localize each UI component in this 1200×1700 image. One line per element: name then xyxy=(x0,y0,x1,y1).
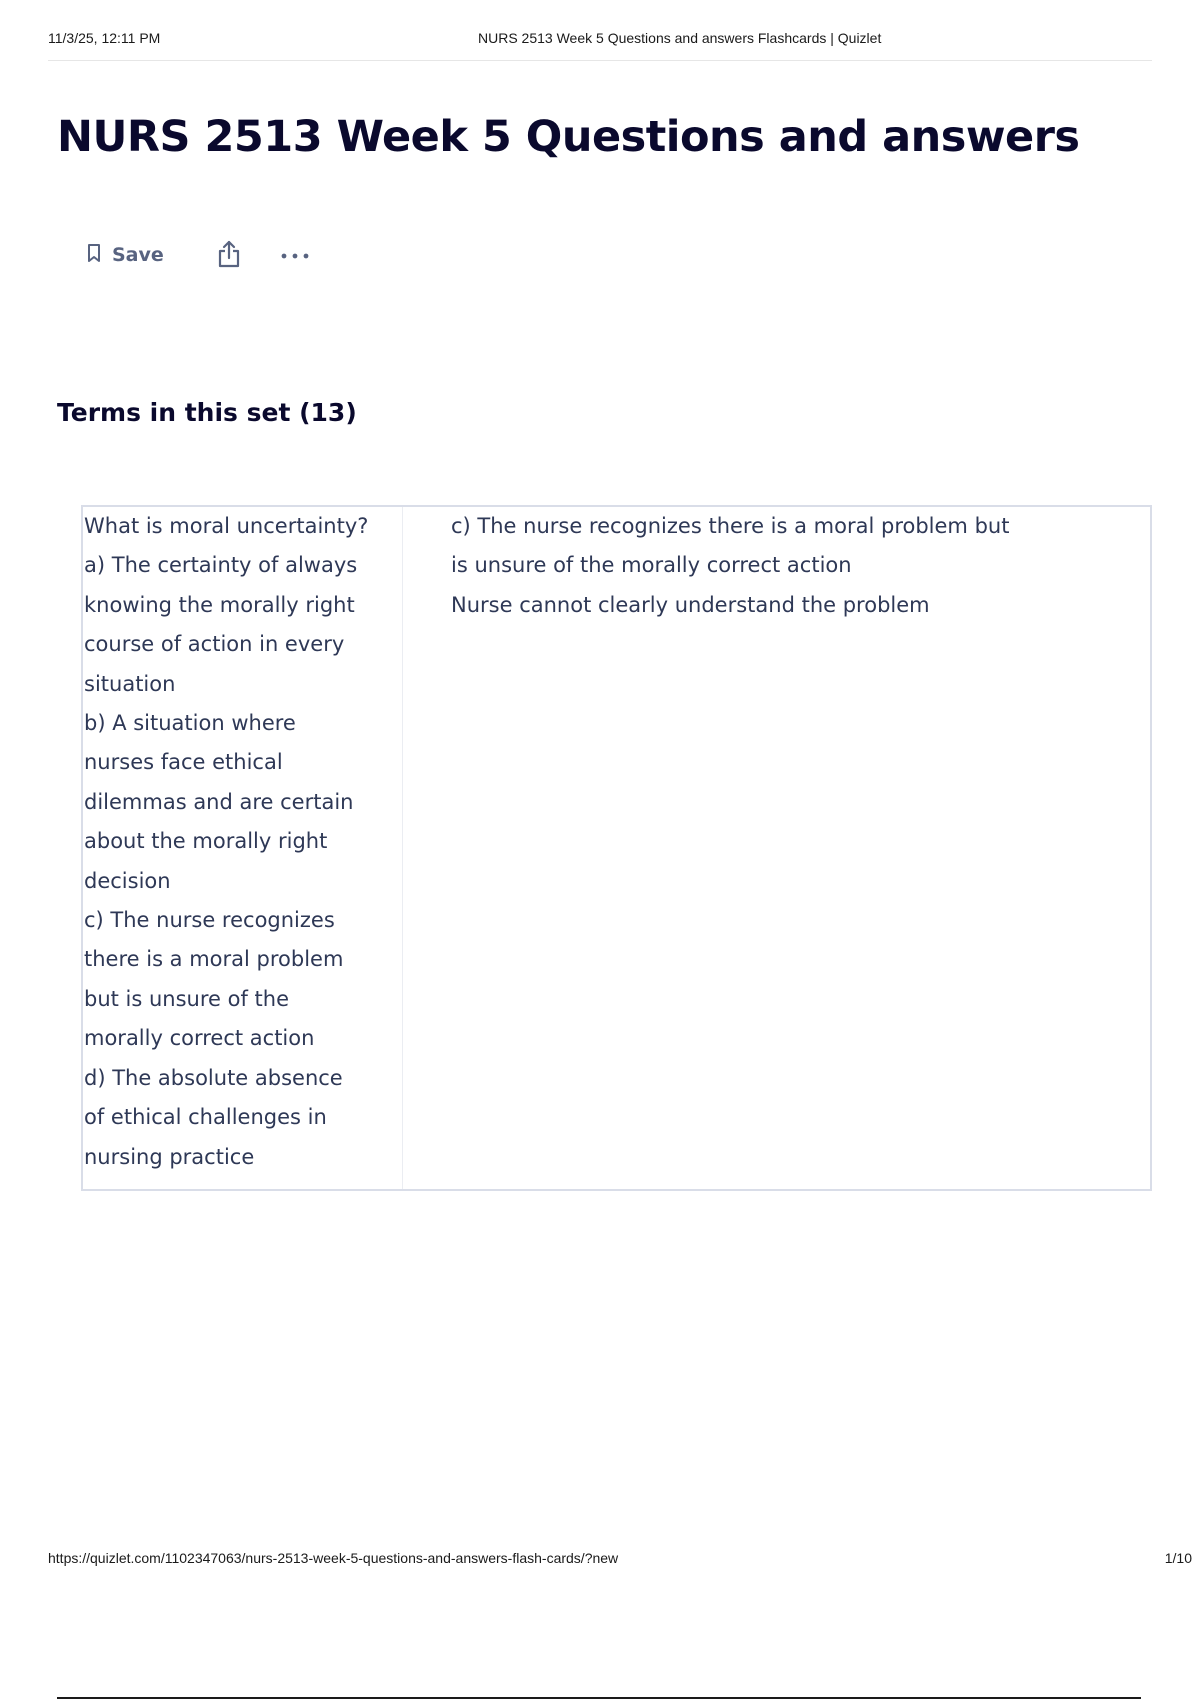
share-button[interactable] xyxy=(216,239,242,272)
print-datetime: 11/3/25, 12:11 PM xyxy=(48,30,161,46)
save-button[interactable] xyxy=(86,243,164,268)
term-row xyxy=(83,507,1150,1189)
print-footer xyxy=(48,1550,1192,1566)
save-button-label: Save xyxy=(112,244,164,266)
bookmark-icon xyxy=(86,243,102,268)
more-horizontal-icon xyxy=(280,248,310,263)
page-title: NURS 2513 Week 5 Questions and answers xyxy=(57,112,1080,162)
share-icon xyxy=(216,239,242,272)
terms-section-heading: Terms in this set (13) xyxy=(57,398,357,427)
page-bottom-divider xyxy=(57,1697,1141,1699)
term-text: What is moral uncertainty? a) The certainty of always knowing the morally right course of action in every situation b) A situation where nurses face ethical dilemmas and are certain about the morally right decision c) The nurse recognizes there is a moral problem but is unsure of the morally correct action d) The absolute absence of ethical challenges in nursing practice xyxy=(83,507,403,1189)
set-toolbar xyxy=(86,238,310,272)
terms-table xyxy=(81,505,1152,1191)
more-options-button[interactable] xyxy=(280,248,310,263)
page-number: 1/10 xyxy=(1164,1550,1192,1566)
print-header xyxy=(48,30,1152,61)
print-document-title: NURS 2513 Week 5 Questions and answers Flashcards | Quizlet xyxy=(478,30,882,46)
print-url: https://quizlet.com/1102347063/nurs-2513-week-5-questions-and-answers-flash-cards/?new xyxy=(48,1550,619,1566)
definition-text: c) The nurse recognizes there is a moral problem but is unsure of the morally correct action Nurse cannot clearly understand the problem xyxy=(451,514,1010,617)
